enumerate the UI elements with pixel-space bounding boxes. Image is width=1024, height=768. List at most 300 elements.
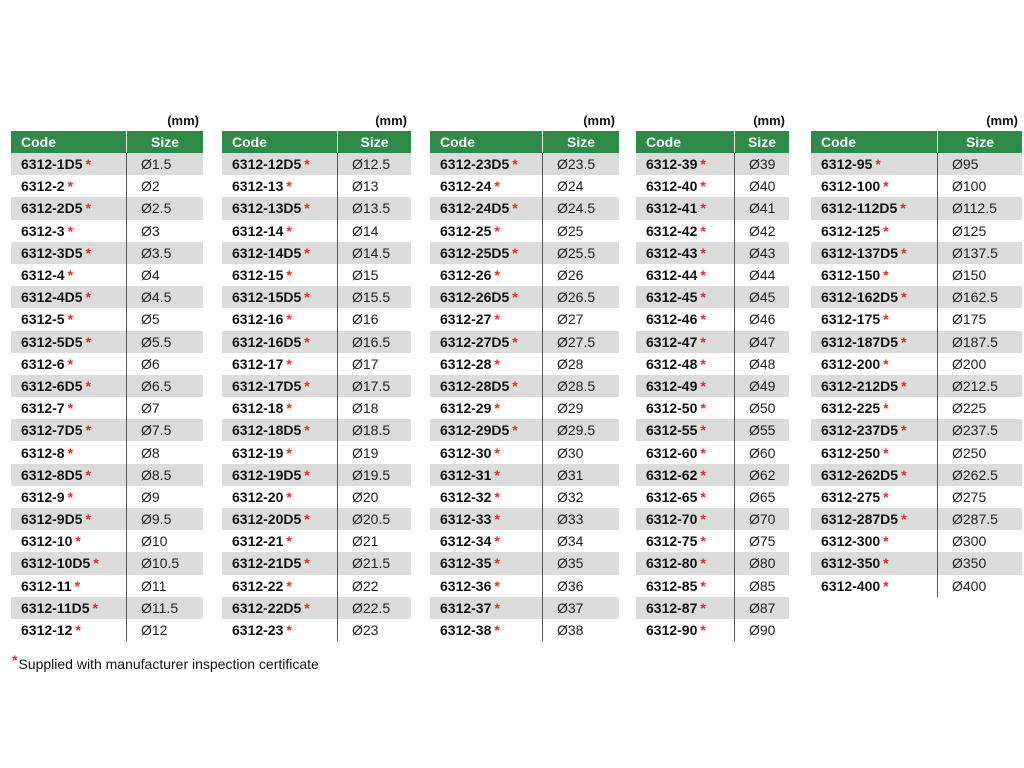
code-value: 6312-47 bbox=[646, 333, 698, 350]
code-value: 6312-62 bbox=[646, 466, 698, 483]
table-row bbox=[636, 153, 789, 175]
code-value: 6312-87 bbox=[646, 599, 698, 616]
table-row bbox=[11, 530, 203, 552]
code-value: 6312-10D5 bbox=[21, 555, 91, 572]
header-row bbox=[11, 131, 203, 153]
asterisk-icon: * bbox=[883, 488, 889, 505]
size-cell: Ø48 bbox=[735, 353, 790, 375]
asterisk-icon: * bbox=[883, 178, 889, 195]
table-row bbox=[430, 508, 619, 530]
asterisk-icon: * bbox=[286, 577, 292, 594]
code-value: 6312-17D5 bbox=[232, 377, 302, 394]
size-cell: Ø26.5 bbox=[543, 286, 620, 308]
table-row bbox=[811, 197, 1022, 219]
asterisk-icon: * bbox=[304, 156, 310, 173]
code-value: 6312-29D5 bbox=[440, 422, 510, 439]
size-cell: Ø212.5 bbox=[938, 375, 1023, 397]
size-cell: Ø50 bbox=[735, 397, 790, 419]
asterisk-icon: * bbox=[700, 400, 706, 417]
code-cell bbox=[11, 197, 127, 219]
table-row bbox=[430, 153, 619, 175]
table-row bbox=[222, 619, 411, 641]
asterisk-icon: * bbox=[286, 311, 292, 328]
size-cell: Ø5.5 bbox=[127, 331, 204, 353]
code-value: 6312-23 bbox=[232, 622, 284, 639]
table-row bbox=[430, 331, 619, 353]
asterisk-icon: * bbox=[494, 178, 500, 195]
table-row bbox=[430, 220, 619, 242]
table-row bbox=[430, 375, 619, 397]
code-cell bbox=[11, 331, 127, 353]
code-cell bbox=[811, 331, 938, 353]
size-cell: Ø28.5 bbox=[543, 375, 620, 397]
asterisk-icon: * bbox=[512, 156, 518, 173]
code-value: 6312-39 bbox=[646, 156, 698, 173]
code-cell bbox=[430, 397, 543, 419]
size-cell: Ø19 bbox=[338, 441, 412, 463]
asterisk-icon: * bbox=[700, 267, 706, 284]
table-row bbox=[811, 375, 1022, 397]
code-cell bbox=[811, 508, 938, 530]
asterisk-icon: * bbox=[286, 178, 292, 195]
table-row bbox=[636, 375, 789, 397]
size-cell: Ø350 bbox=[938, 552, 1023, 574]
asterisk-icon: * bbox=[700, 333, 706, 350]
asterisk-icon: * bbox=[700, 200, 706, 217]
size-cell: Ø8 bbox=[127, 441, 204, 463]
asterisk-icon: * bbox=[75, 622, 81, 639]
table-row bbox=[222, 286, 411, 308]
size-cell: Ø4 bbox=[127, 264, 204, 286]
code-cell bbox=[11, 597, 127, 619]
table-row bbox=[636, 619, 789, 641]
size-cell: Ø44 bbox=[735, 264, 790, 286]
code-value: 6312-70 bbox=[646, 511, 698, 528]
table-row bbox=[430, 597, 619, 619]
code-cell bbox=[11, 441, 127, 463]
asterisk-icon: * bbox=[286, 622, 292, 639]
code-value: 6312-11D5 bbox=[21, 599, 90, 616]
size-cell: Ø46 bbox=[735, 308, 790, 330]
code-value: 6312-36 bbox=[440, 577, 492, 594]
asterisk-icon: * bbox=[700, 444, 706, 461]
size-cell: Ø39 bbox=[735, 153, 790, 175]
size-cell: Ø31 bbox=[543, 464, 620, 486]
code-value: 6312-3 bbox=[21, 222, 65, 239]
table-row bbox=[222, 464, 411, 486]
size-cell: Ø4.5 bbox=[127, 286, 204, 308]
code-cell bbox=[636, 419, 735, 441]
size-header: Size bbox=[127, 131, 204, 153]
table-row bbox=[11, 575, 203, 597]
code-value: 6312-125 bbox=[821, 222, 881, 239]
unit-label: (mm) bbox=[753, 113, 785, 128]
asterisk-icon: * bbox=[304, 289, 310, 306]
code-value: 6312-43 bbox=[646, 244, 698, 261]
code-value: 6312-21D5 bbox=[232, 555, 302, 572]
size-cell: Ø150 bbox=[938, 264, 1023, 286]
header-row bbox=[222, 131, 411, 153]
table-row bbox=[222, 353, 411, 375]
code-cell bbox=[636, 441, 735, 463]
code-cell bbox=[811, 286, 938, 308]
table-row bbox=[222, 441, 411, 463]
code-value: 6312-23D5 bbox=[440, 156, 510, 173]
asterisk-icon: * bbox=[67, 222, 74, 239]
code-value: 6312-65 bbox=[646, 488, 698, 505]
code-value: 6312-27D5 bbox=[440, 333, 510, 350]
size-cell: Ø1.5 bbox=[127, 153, 204, 175]
table-row bbox=[636, 530, 789, 552]
size-cell: Ø6.5 bbox=[127, 375, 204, 397]
size-cell: Ø25 bbox=[543, 220, 620, 242]
size-cell: Ø55 bbox=[735, 419, 790, 441]
size-cell: Ø24.5 bbox=[543, 197, 620, 219]
code-cell bbox=[636, 508, 735, 530]
asterisk-icon: * bbox=[85, 289, 91, 306]
asterisk-icon: * bbox=[286, 444, 292, 461]
table-row bbox=[430, 242, 619, 264]
size-cell: Ø12 bbox=[127, 619, 204, 641]
size-table-5 bbox=[811, 110, 1022, 597]
size-cell: Ø21 bbox=[338, 530, 412, 552]
code-value: 6312-4 bbox=[21, 267, 65, 284]
asterisk-icon: * bbox=[883, 311, 889, 328]
asterisk-icon: * bbox=[67, 267, 74, 284]
table-row bbox=[636, 441, 789, 463]
size-cell: Ø32 bbox=[543, 486, 620, 508]
asterisk-icon: * bbox=[67, 311, 74, 328]
asterisk-icon: * bbox=[700, 289, 706, 306]
code-value: 6312-12 bbox=[21, 622, 73, 639]
code-cell bbox=[222, 464, 338, 486]
size-header: Size bbox=[543, 131, 620, 153]
code-value: 6312-237D5 bbox=[821, 422, 899, 439]
code-cell bbox=[430, 419, 543, 441]
code-cell bbox=[430, 308, 543, 330]
size-cell: Ø16.5 bbox=[338, 331, 412, 353]
code-cell bbox=[222, 486, 338, 508]
code-cell bbox=[430, 486, 543, 508]
size-cell: Ø15.5 bbox=[338, 286, 412, 308]
code-cell bbox=[430, 242, 543, 264]
code-value: 6312-300 bbox=[821, 533, 881, 550]
asterisk-icon: * bbox=[85, 422, 91, 439]
size-cell: Ø125 bbox=[938, 220, 1023, 242]
table-row bbox=[811, 308, 1022, 330]
code-cell bbox=[222, 619, 338, 641]
size-cell: Ø9.5 bbox=[127, 508, 204, 530]
size-cell: Ø36 bbox=[543, 575, 620, 597]
code-value: 6312-5 bbox=[21, 311, 65, 328]
table-row bbox=[222, 375, 411, 397]
asterisk-icon: * bbox=[700, 488, 706, 505]
table-row bbox=[430, 619, 619, 641]
asterisk-icon: * bbox=[883, 355, 889, 372]
code-cell bbox=[222, 331, 338, 353]
code-cell bbox=[222, 264, 338, 286]
code-cell bbox=[11, 175, 127, 197]
code-header: Code bbox=[11, 131, 127, 153]
header-row bbox=[811, 131, 1022, 153]
code-cell bbox=[636, 331, 735, 353]
code-value: 6312-26D5 bbox=[440, 289, 510, 306]
code-cell bbox=[636, 552, 735, 574]
asterisk-icon: * bbox=[883, 400, 889, 417]
code-value: 6312-31 bbox=[440, 466, 492, 483]
footnote-text: Supplied with manufacturer inspection certificate bbox=[18, 656, 319, 672]
asterisk-icon: * bbox=[74, 577, 81, 594]
code-value: 6312-8D5 bbox=[21, 466, 83, 483]
table-row bbox=[430, 464, 619, 486]
table-row bbox=[636, 286, 789, 308]
code-value: 6312-175 bbox=[821, 311, 881, 328]
asterisk-icon: * bbox=[883, 577, 889, 594]
code-value: 6312-11 bbox=[21, 577, 72, 594]
size-cell: Ø23.5 bbox=[543, 153, 620, 175]
size-cell: Ø40 bbox=[735, 175, 790, 197]
asterisk-icon: * bbox=[901, 289, 907, 306]
asterisk-icon: * bbox=[883, 533, 889, 550]
code-cell bbox=[636, 575, 735, 597]
asterisk-icon: * bbox=[286, 488, 292, 505]
code-value: 6312-22D5 bbox=[232, 599, 302, 616]
code-cell bbox=[222, 197, 338, 219]
code-value: 6312-5D5 bbox=[21, 333, 83, 350]
code-cell bbox=[11, 419, 127, 441]
code-value: 6312-4D5 bbox=[21, 289, 83, 306]
size-cell: Ø237.5 bbox=[938, 419, 1023, 441]
code-value: 6312-262D5 bbox=[821, 466, 899, 483]
table-row bbox=[11, 353, 203, 375]
code-value: 6312-112D5 bbox=[821, 200, 898, 217]
code-cell bbox=[811, 486, 938, 508]
size-cell: Ø20 bbox=[338, 486, 412, 508]
table-row bbox=[222, 175, 411, 197]
asterisk-icon: * bbox=[700, 377, 706, 394]
code-cell bbox=[636, 242, 735, 264]
code-value: 6312-17 bbox=[232, 355, 284, 372]
code-cell bbox=[222, 552, 338, 574]
table-row bbox=[430, 530, 619, 552]
asterisk-icon: * bbox=[700, 555, 706, 572]
table-row bbox=[430, 286, 619, 308]
unit-label: (mm) bbox=[167, 113, 199, 128]
size-cell: Ø49 bbox=[735, 375, 790, 397]
size-cell: Ø33 bbox=[543, 508, 620, 530]
code-cell bbox=[430, 441, 543, 463]
table-row bbox=[811, 441, 1022, 463]
code-cell bbox=[222, 508, 338, 530]
code-value: 6312-22 bbox=[232, 577, 284, 594]
table-row bbox=[430, 175, 619, 197]
asterisk-icon: * bbox=[700, 422, 706, 439]
table-row bbox=[811, 486, 1022, 508]
asterisk-icon: * bbox=[901, 333, 907, 350]
code-cell bbox=[11, 619, 127, 641]
size-cell: Ø8.5 bbox=[127, 464, 204, 486]
code-cell bbox=[811, 175, 938, 197]
code-value: 6312-95 bbox=[821, 156, 873, 173]
size-cell: Ø43 bbox=[735, 242, 790, 264]
asterisk-icon: * bbox=[700, 466, 706, 483]
table-row bbox=[11, 153, 203, 175]
size-cell: Ø47 bbox=[735, 331, 790, 353]
asterisk-icon: * bbox=[494, 599, 500, 616]
code-cell bbox=[11, 575, 127, 597]
code-cell bbox=[636, 175, 735, 197]
code-value: 6312-100 bbox=[821, 178, 881, 195]
asterisk-icon: * bbox=[93, 555, 99, 572]
code-cell bbox=[11, 220, 127, 242]
code-cell bbox=[222, 375, 338, 397]
asterisk-icon: * bbox=[92, 599, 98, 616]
size-cell: Ø18 bbox=[338, 397, 412, 419]
code-cell bbox=[811, 153, 938, 175]
size-cell: Ø30 bbox=[543, 441, 620, 463]
asterisk-icon: * bbox=[304, 422, 310, 439]
code-cell bbox=[811, 530, 938, 552]
code-value: 6312-25 bbox=[440, 222, 492, 239]
table-row bbox=[222, 242, 411, 264]
code-value: 6312-287D5 bbox=[821, 511, 899, 528]
table-row bbox=[811, 353, 1022, 375]
code-cell bbox=[811, 242, 938, 264]
asterisk-icon: * bbox=[875, 156, 881, 173]
code-value: 6312-27 bbox=[440, 311, 492, 328]
code-cell bbox=[811, 308, 938, 330]
table-row bbox=[811, 508, 1022, 530]
asterisk-icon: * bbox=[901, 511, 907, 528]
code-cell bbox=[222, 597, 338, 619]
size-cell: Ø25.5 bbox=[543, 242, 620, 264]
code-size-table bbox=[222, 131, 411, 641]
asterisk-icon: * bbox=[304, 200, 310, 217]
size-cell: Ø11.5 bbox=[127, 597, 204, 619]
size-cell: Ø15 bbox=[338, 264, 412, 286]
code-cell bbox=[11, 552, 127, 574]
size-cell: Ø21.5 bbox=[338, 552, 412, 574]
code-cell bbox=[222, 575, 338, 597]
asterisk-icon: * bbox=[85, 333, 91, 350]
code-value: 6312-13 bbox=[232, 178, 284, 195]
code-value: 6312-150 bbox=[821, 267, 881, 284]
code-cell bbox=[430, 331, 543, 353]
size-cell: Ø27.5 bbox=[543, 331, 620, 353]
code-size-table bbox=[811, 131, 1022, 597]
code-cell bbox=[222, 153, 338, 175]
asterisk-icon: * bbox=[700, 622, 706, 639]
asterisk-icon: * bbox=[85, 377, 91, 394]
table-row bbox=[636, 242, 789, 264]
table-row bbox=[11, 197, 203, 219]
asterisk-icon: * bbox=[494, 622, 500, 639]
code-value: 6312-8 bbox=[21, 444, 65, 461]
code-cell bbox=[222, 530, 338, 552]
code-cell bbox=[222, 175, 338, 197]
asterisk-icon: * bbox=[494, 311, 500, 328]
asterisk-icon: * bbox=[900, 200, 906, 217]
code-cell bbox=[11, 308, 127, 330]
asterisk-icon: * bbox=[700, 244, 706, 261]
asterisk-icon: * bbox=[304, 244, 310, 261]
table-row bbox=[11, 375, 203, 397]
table-row bbox=[430, 419, 619, 441]
asterisk-icon: * bbox=[512, 333, 518, 350]
asterisk-icon: * bbox=[883, 267, 889, 284]
table-row bbox=[636, 264, 789, 286]
asterisk-icon: * bbox=[494, 466, 500, 483]
asterisk-icon: * bbox=[304, 511, 310, 528]
table-row bbox=[222, 486, 411, 508]
code-value: 6312-137D5 bbox=[821, 244, 899, 261]
code-value: 6312-26 bbox=[440, 267, 492, 284]
size-cell: Ø85 bbox=[735, 575, 790, 597]
code-cell bbox=[430, 153, 543, 175]
size-cell: Ø22 bbox=[338, 575, 412, 597]
code-value: 6312-250 bbox=[821, 444, 881, 461]
code-value: 6312-38 bbox=[440, 622, 492, 639]
table-row bbox=[636, 508, 789, 530]
table-row bbox=[11, 597, 203, 619]
code-value: 6312-29 bbox=[440, 400, 492, 417]
asterisk-icon: * bbox=[304, 555, 310, 572]
asterisk-icon: * bbox=[901, 466, 907, 483]
code-value: 6312-49 bbox=[646, 377, 698, 394]
size-cell: Ø95 bbox=[938, 153, 1023, 175]
code-cell bbox=[430, 530, 543, 552]
size-cell: Ø27 bbox=[543, 308, 620, 330]
size-cell: Ø29.5 bbox=[543, 419, 620, 441]
code-value: 6312-41 bbox=[646, 200, 698, 217]
table-row bbox=[222, 220, 411, 242]
table-row bbox=[811, 464, 1022, 486]
table-row bbox=[430, 486, 619, 508]
size-cell: Ø12.5 bbox=[338, 153, 412, 175]
code-cell bbox=[636, 397, 735, 419]
table-row bbox=[430, 575, 619, 597]
size-cell: Ø225 bbox=[938, 397, 1023, 419]
table-row bbox=[222, 508, 411, 530]
code-cell bbox=[11, 286, 127, 308]
size-cell: Ø137.5 bbox=[938, 242, 1023, 264]
code-cell bbox=[430, 220, 543, 242]
table-row bbox=[636, 575, 789, 597]
code-value: 6312-3D5 bbox=[21, 244, 83, 261]
table-row bbox=[11, 464, 203, 486]
code-value: 6312-400 bbox=[821, 577, 881, 594]
code-cell bbox=[636, 197, 735, 219]
asterisk-icon: * bbox=[494, 267, 500, 284]
asterisk-icon: * bbox=[304, 377, 310, 394]
code-cell bbox=[11, 486, 127, 508]
code-cell bbox=[430, 464, 543, 486]
asterisk-icon: * bbox=[67, 444, 74, 461]
code-cell bbox=[430, 197, 543, 219]
table-row bbox=[636, 464, 789, 486]
code-size-table bbox=[636, 131, 789, 641]
table-row bbox=[11, 175, 203, 197]
asterisk-icon: * bbox=[494, 555, 500, 572]
code-value: 6312-212D5 bbox=[821, 377, 899, 394]
size-cell: Ø45 bbox=[735, 286, 790, 308]
table-row bbox=[811, 286, 1022, 308]
table-row bbox=[636, 397, 789, 419]
code-cell bbox=[222, 419, 338, 441]
asterisk-icon: * bbox=[700, 156, 706, 173]
asterisk-icon: * bbox=[700, 599, 706, 616]
code-value: 6312-20 bbox=[232, 488, 284, 505]
